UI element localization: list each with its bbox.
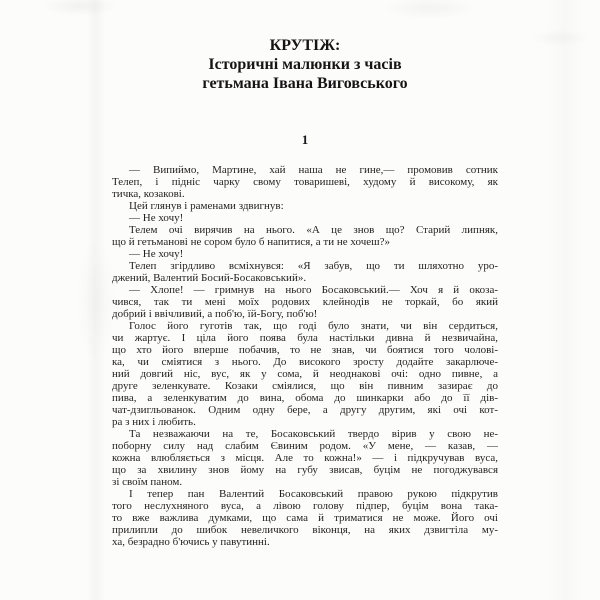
text-line: ка, чи сміятися з нього. До високого зросту додайте закарлюче- — [112, 356, 498, 368]
book-title-line: гетьмана Івана Виговського — [202, 75, 408, 92]
text-line: чи жартує. І ціла його поява була настільки дивна й незвичайна, — [112, 332, 498, 344]
body-text — [112, 164, 498, 548]
text-line: Голос його гуготів так, що годі було знати, чи він сердиться, — [129, 320, 498, 332]
text-line: ний довгий ніс, вус, як у сома, й неоднакові очі: одно пивне, а — [112, 368, 498, 380]
text-line: що й гетьманові не сором було б напитися, а ти не хочеш?» — [112, 236, 390, 248]
book-title — [112, 36, 498, 93]
text-line: — Не хочу! — [129, 248, 184, 260]
text-line: — Випиймо, Мартине, хай наша не гине,— промовив сотник — [129, 164, 498, 176]
text-line: — Не хочу! — [129, 212, 184, 224]
text-line: то вже важлива думками, що сама й триматися не може. Його очі — [112, 512, 498, 524]
text-line: поборну силу над слабим Євиним родом. «У мене, — казав, — — [112, 440, 498, 452]
text-line: друге зеленкувате. Козаки сміялися, що він пивним зазирає до — [112, 380, 498, 392]
text-line: того неслухняного вуса, а лівою голову підпер, буцім вона така- — [112, 500, 498, 512]
text-line: кожна влюбляється з місця. Але то кожна!» — і підкручував вуса, — [112, 452, 498, 464]
text-line: добрий і ввічливий, а поб'ю, їй-Богу, поб'ю! — [112, 308, 318, 320]
text-line: що за хвилину знов йому на губу звисав, буцім не погоджувався — [112, 464, 498, 476]
text-line: Телеп згірдливо всміхнувся: «Я забув, що ти шляхотно уро- — [129, 260, 498, 272]
text-line: ха, безрадно б'ючись у павутинні. — [112, 536, 270, 548]
text-line: зі своїм паном. — [112, 476, 183, 488]
text-line: — Хлопе! — гримнув на нього Босаковський.— Хоч я й окоза- — [129, 284, 498, 296]
text-line: пива, а зеленкуватим до вина, обома до шинкарки або до її дів- — [112, 392, 498, 404]
chapter-number: 1 — [301, 132, 309, 147]
text-line: Цей глянув і раменами здвигнув: — [129, 200, 284, 212]
text-line: прилипли до шибок невеличкого віконця, на яких дзвигтіла му- — [112, 524, 498, 536]
book-title-line: Історичні малюнки з часів — [208, 56, 402, 73]
text-line: Телем очі вирячив на нього. «А це знов що? Старий липняк, — [129, 224, 498, 236]
text-line: чився, так ти мені моїх родових клейнодів не торкай, бо який — [112, 296, 498, 308]
book-title-line: КРУТІЖ: — [269, 37, 341, 54]
text-line: тичка, козакові. — [112, 188, 185, 200]
text-line: Телеп, і підніс чарку свому товаришеві, худому й високому, як — [112, 176, 498, 188]
text-line: що хто його вперше побачив, то не знав, чи боятися того чолові- — [112, 344, 498, 356]
text-line: джений, Валентий Босий-Босаковський». — [112, 272, 307, 284]
text-line: ра з них і любить. — [112, 416, 196, 428]
text-line: чат-дзигльованок. Одним одну бере, а другу другим, які очі кот- — [112, 404, 498, 416]
text-line: Та незважаючи на те, Босаковський твердо вірив у свою не- — [129, 428, 498, 440]
text-line: І тепер пан Валентий Босаковський правою рукою підкрутив — [129, 488, 498, 500]
